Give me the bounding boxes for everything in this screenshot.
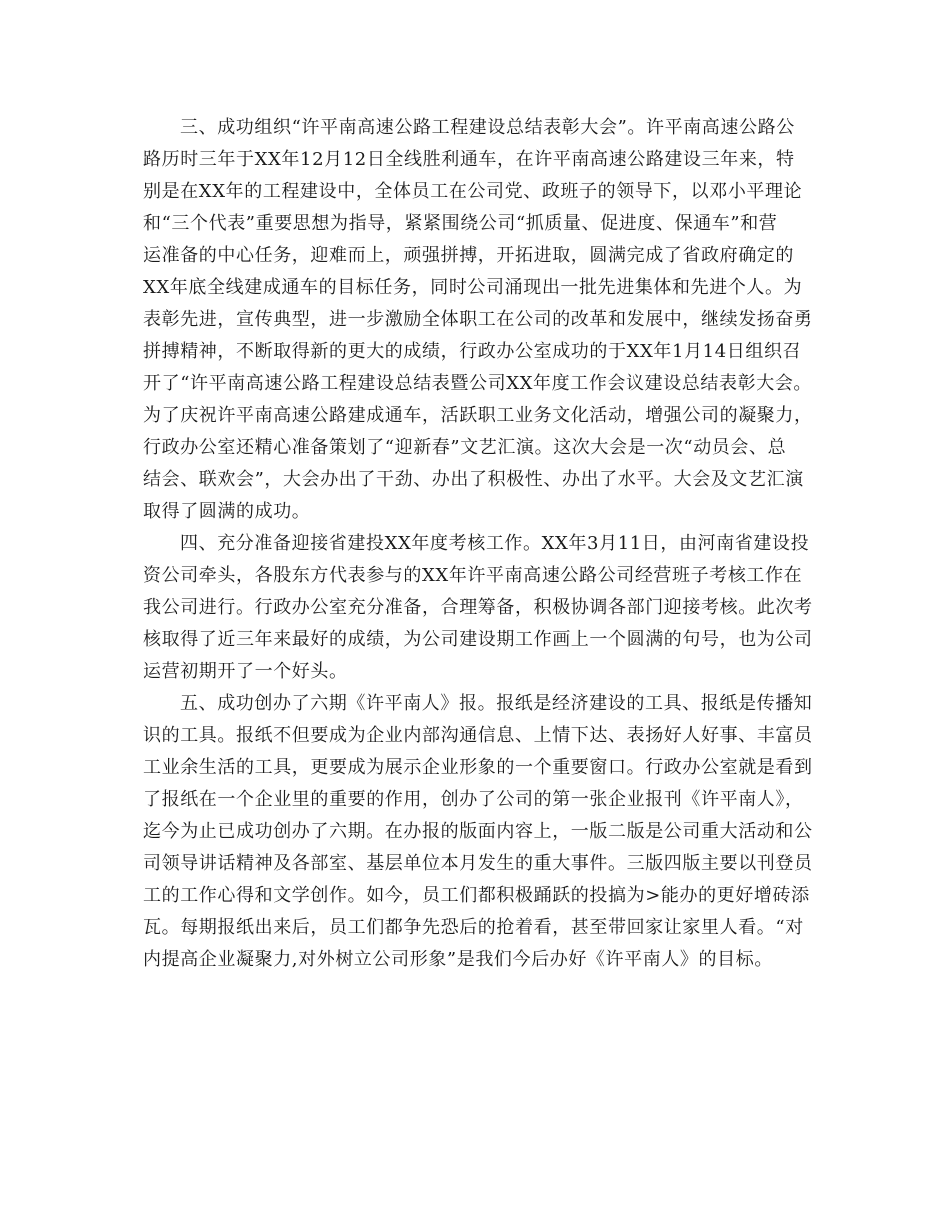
paragraph-4-line-1: 四、充分准备迎接省建投XX年度考核工作。XX年3月11日，由河南省建设投	[180, 533, 810, 554]
paragraph-3-line-11: 行政办公室还精心准备策划了“迎新春”文艺汇演。这次大会是一次“动员会、总	[143, 437, 787, 458]
paragraph-3-line-4: 和“三个代表”重要思想为指导，紧紧围绕公司“抓质量、促进度、保通车”和营	[143, 213, 778, 234]
paragraph-3-line-13: 取得了圆满的成功。	[143, 501, 311, 522]
paragraph-4-line-2: 资公司牵头，各股东方代表参与的XX年许平南高速公路公司经营班子考核工作在	[143, 565, 803, 586]
paragraph-3-line-5: 运准备的中心任务，迎难而上，顽强拼搏，开拓进取，圆满完成了省政府确定的	[143, 245, 794, 266]
paragraph-3-line-2: 路历时三年于XX年12月12日全线胜利通车，在许平南高速公路建设三年来，特	[143, 149, 795, 170]
paragraph-3-line-12: 结会、联欢会”，大会办出了干劲、办出了积极性、办出了水平。大会及文艺汇演	[143, 469, 804, 490]
paragraph-4-line-4: 核取得了近三年来最好的成绩，为公司建设期工作画上一个圆满的句号，也为公司	[143, 629, 813, 650]
paragraph-3-line-1: 三、成功组织“许平南高速公路工程建设总结表彰大会”。许平南高速公路公	[180, 117, 795, 138]
paragraph-4-line-5: 运营初期开了一个好头。	[143, 661, 348, 682]
paragraph-5-line-8: 瓦。每期报纸出来后，员工们都争先恐后的抢着看，甚至带回家让家里人看。“对	[143, 917, 804, 938]
paragraph-5-line-2: 识的工具。报纸不但要成为企业内部沟通信息、上情下达、表扬好人好事、丰富员	[143, 725, 813, 746]
paragraph-3-line-7: 表彰先进，宣传典型，进一步激励全体职工在公司的改革和发展中，继续发扬奋勇	[143, 309, 813, 330]
paragraph-3-line-10: 为了庆祝许平南高速公路建成通车，活跃职工业务文化活动，增强公司的凝聚力，	[143, 405, 813, 426]
paragraph-5-line-4: 了报纸在一个企业里的重要的作用，创办了公司的第一张企业报刊《许平南人》，	[143, 789, 804, 810]
paragraph-5-line-6: 司领导讲话精神及各部室、基层单位本月发生的重大事件。三版四版主要以刊登员	[143, 853, 813, 874]
paragraph-3-line-8: 拼搏精神，不断取得新的更大的成绩，行政办公室成功的于XX年1月14日组织召	[143, 341, 802, 362]
paragraph-5-line-5: 迄今为止已成功创办了六期。在办报的版面内容上，一版二版是公司重大活动和公	[143, 821, 813, 842]
paragraph-5-line-9: 内提高企业凝聚力,对外树立公司形象”是我们今后办好《许平南人》的目标。	[143, 949, 773, 970]
paragraph-3-line-6: XX年底全线建成通车的目标任务，同时公司涌现出一批先进集体和先进个人。为	[143, 277, 803, 298]
paragraph-5-line-7: 工的工作心得和文学创作。如今，员工们都积极踊跃的投搞为>能办的更好增砖添	[143, 885, 810, 906]
paragraph-3-line-9: 开了“许平南高速公路工程建设总结表暨公司XX年度工作会议建设总结表彰大会。	[143, 373, 813, 394]
paragraph-3-line-3: 别是在XX年的工程建设中，全体员工在公司党、政班子的领导下，以邓小平理论	[143, 181, 803, 202]
paragraph-4-line-3: 我公司进行。行政办公室充分准备，合理筹备，积极协调各部门迎接考核。此次考	[143, 597, 813, 618]
paragraph-5-line-3: 工业余生活的工具，更要成为展示企业形象的一个重要窗口。行政办公室就是看到	[143, 757, 813, 778]
paragraph-5-line-1: 五、成功创办了六期《许平南人》报。报纸是经济建设的工具、报纸是传播知	[180, 693, 813, 714]
